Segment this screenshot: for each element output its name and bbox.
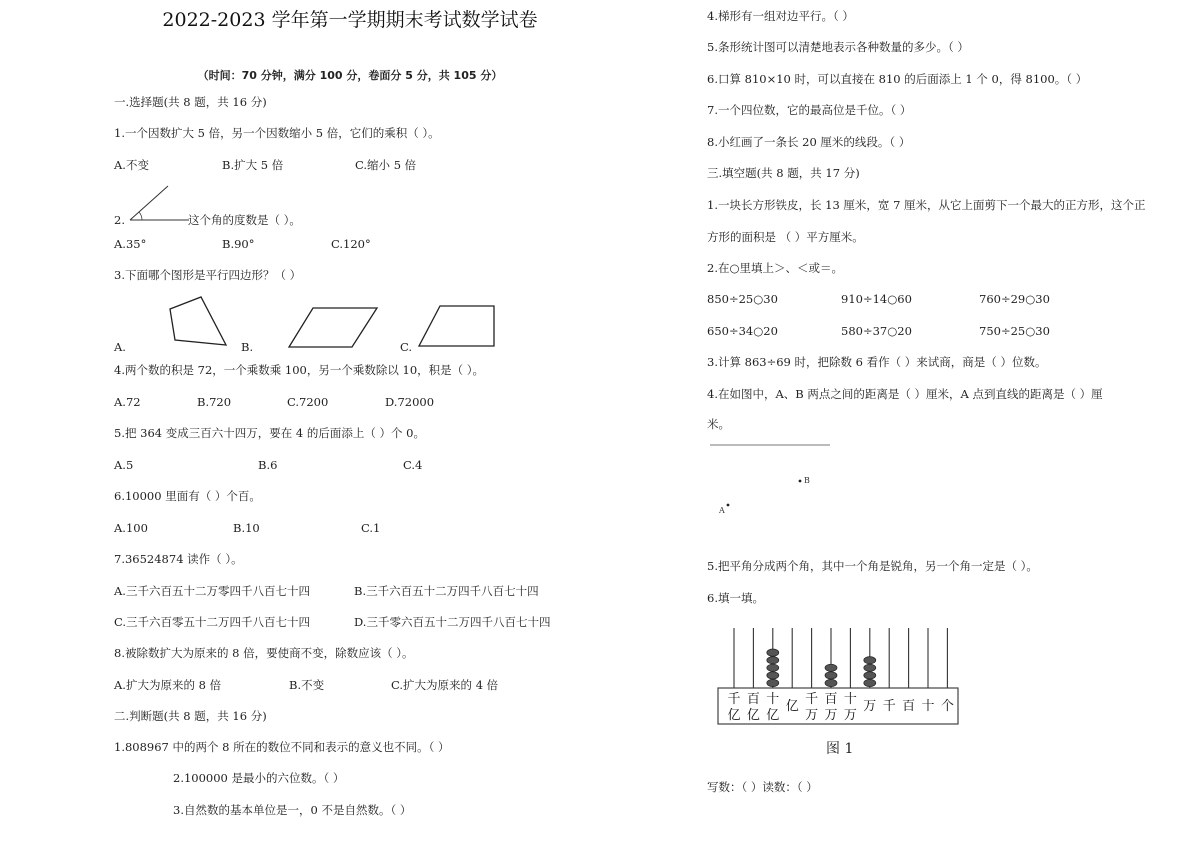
place-label: 百 — [902, 699, 916, 714]
distance-figure — [708, 438, 838, 523]
judge-q7: 7.一个四位数，它的最高位是千位。（ ） — [707, 103, 912, 117]
q3-stem: 3.下面哪个图形是平行四边形？（ ） — [114, 268, 302, 282]
q2-option-a: A.35° — [114, 237, 147, 251]
q4-option-d: D.72000 — [385, 395, 435, 409]
judge-q8: 8.小红画了一条长 20 厘米的线段。（ ） — [707, 135, 911, 149]
q4-stem: 4.两个数的积是 72，一个乘数乘 100，另一个乘数除以 10，积是（ ）。 — [114, 363, 485, 377]
exam-info: （时间：70 分钟，满分 100 分，卷面分 5 分，共 105 分） — [197, 69, 503, 82]
q5-option-a: A.5 — [114, 458, 134, 472]
place-label: 千 — [805, 692, 819, 707]
write-read-answer: 写数：（ ）读数：（ ） — [707, 780, 818, 794]
angle-figure — [125, 184, 195, 224]
judge-q5: 5.条形统计图可以清楚地表示各种数量的多少。（ ） — [707, 40, 969, 54]
judge-q1: 1.808967 中的两个 8 所在的数位不同和表示的意义也不同。（ ） — [114, 740, 450, 754]
place-label: 万 — [863, 699, 877, 714]
place-label: 十 — [766, 692, 780, 707]
point-b-label: B — [804, 476, 810, 485]
q5-option-c: C.4 — [403, 458, 423, 472]
place-label: 万 — [843, 708, 857, 723]
parallelogram-figure — [288, 305, 380, 350]
abacus-bead — [864, 679, 876, 686]
abacus-bead — [767, 657, 779, 664]
point-a-dot — [727, 504, 730, 507]
abacus-bead — [767, 672, 779, 679]
q7-option-b: B.三千六百五十二万四千八百七十四 — [354, 584, 539, 598]
fill-q1-line1: 1.一块长方形铁皮，长 13 厘米，宽 7 厘米，从它上面剪下一个最大的正方形，这个正 — [707, 198, 1146, 212]
abacus-bead — [825, 679, 837, 686]
section-heading-judge: 二.判断题(共 8 题，共 16 分) — [114, 709, 267, 723]
section-heading-choice: 一.选择题(共 8 题，共 16 分) — [114, 95, 267, 109]
compare-item: 580÷37○20 — [841, 324, 912, 338]
abacus-bead — [767, 649, 779, 656]
place-label: 万 — [805, 708, 819, 723]
q8-option-c: C.扩大为原来的 4 倍 — [391, 678, 499, 692]
q6-stem: 6.10000 里面有（ ）个百。 — [114, 489, 261, 503]
place-label: 个 — [940, 699, 954, 714]
place-label: 千 — [882, 699, 896, 714]
judge-q2: 2.100000 是最小的六位数。（ ） — [173, 771, 345, 785]
q7-option-a: A.三千六百五十二万零四千八百七十四 — [114, 584, 310, 598]
q1-stem: 1.一个因数扩大 5 倍，另一个因数缩小 5 倍，它们的乘积（ ）。 — [114, 126, 440, 140]
fill-q4-line1: 4.在如图中，A、B 两点之间的距离是（ ）厘米，A 点到直线的距离是（ ）厘 — [707, 387, 1103, 401]
trapezoid-figure — [418, 303, 498, 349]
q6-option-c: C.1 — [361, 521, 381, 535]
q6-option-b: B.10 — [233, 521, 260, 535]
place-label: 千 — [727, 692, 741, 707]
judge-q4: 4.梯形有一组对边平行。（ ） — [707, 9, 854, 23]
fill-q2-stem: 2.在○里填上＞、＜或＝。 — [707, 261, 844, 275]
abacus-bead — [825, 664, 837, 671]
q3-option-a: A. — [114, 340, 126, 354]
q2-option-b: B.90° — [222, 237, 255, 251]
abacus-bead — [825, 672, 837, 679]
figure-caption: 图 1 — [826, 741, 854, 757]
place-label: 亿 — [746, 708, 760, 723]
q4-option-b: B.720 — [197, 395, 232, 409]
section-heading-fill: 三.填空题(共 8 题，共 17 分) — [707, 166, 860, 180]
q2-option-c: C.120° — [331, 237, 371, 251]
fill-q5: 5.把平角分成两个角，其中一个角是锐角，另一个角一定是（ ）。 — [707, 559, 1038, 573]
q8-stem: 8.被除数扩大为原来的 8 倍，要使商不变，除数应该（ ）。 — [114, 646, 414, 660]
fill-q3: 3.计算 863÷69 时，把除数 6 看作（ ）来试商，商是（ ）位数。 — [707, 355, 1047, 369]
q6-option-a: A.100 — [114, 521, 148, 535]
q2-number: 2. — [114, 213, 125, 227]
place-label: 亿 — [766, 708, 780, 723]
q4-option-c: C.7200 — [287, 395, 329, 409]
abacus-bead — [864, 664, 876, 671]
fill-q4-line2: 米。 — [707, 417, 730, 431]
compare-item: 650÷34○20 — [707, 324, 778, 338]
abacus-bead — [767, 679, 779, 686]
place-label: 十 — [843, 692, 857, 707]
place-label: 万 — [824, 708, 838, 723]
q5-stem: 5.把 364 变成三百六十四万，要在 4 的后面添上（ ）个 0。 — [114, 426, 425, 440]
compare-item: 760÷29○30 — [979, 292, 1050, 306]
fill-q6-stem: 6.填一填。 — [707, 591, 764, 605]
q8-option-b: B.不变 — [289, 678, 325, 692]
abacus-bead — [864, 657, 876, 664]
point-a-label: A — [719, 506, 725, 515]
q1-option-a: A.不变 — [114, 158, 149, 172]
q3-option-b: B. — [241, 340, 254, 354]
q7-option-d: D.三千零六百五十二万四千八百七十四 — [354, 615, 551, 629]
q2-stem: 这个角的度数是（ ）。 — [188, 213, 301, 227]
point-b-dot — [799, 480, 802, 483]
compare-item: 850÷25○30 — [707, 292, 778, 306]
place-label: 百 — [746, 692, 760, 707]
fill-q1-line2: 方形的面积是 （ ）平方厘米。 — [707, 230, 864, 244]
q7-stem: 7.36524874 读作（ ）。 — [114, 552, 243, 566]
q7-option-c: C.三千六百零五十二万四千八百七十四 — [114, 615, 311, 629]
compare-item: 750÷25○30 — [979, 324, 1050, 338]
place-label: 亿 — [785, 699, 799, 714]
abacus-bead — [767, 664, 779, 671]
q3-option-c: C. — [400, 340, 413, 354]
place-label: 十 — [921, 699, 935, 714]
q4-option-a: A.72 — [114, 395, 141, 409]
compare-item: 910÷14○60 — [841, 292, 912, 306]
place-label: 百 — [824, 692, 838, 707]
quadrilateral-figure — [168, 295, 228, 350]
q5-option-b: B.6 — [258, 458, 278, 472]
q8-option-a: A.扩大为原来的 8 倍 — [114, 678, 222, 692]
judge-q6: 6.口算 810×10 时，可以直接在 810 的后面添上 1 个 0，得 8100。（ ） — [707, 72, 1088, 86]
q1-option-c: C.缩小 5 倍 — [355, 158, 417, 172]
abacus-bead — [864, 672, 876, 679]
judge-q3: 3.自然数的基本单位是一，0 不是自然数。（ ） — [173, 803, 412, 817]
abacus-figure — [716, 624, 966, 732]
q1-option-b: B.扩大 5 倍 — [222, 158, 284, 172]
page-title: 2022-2023 学年第一学期期末考试数学试卷 — [162, 9, 538, 31]
place-label: 亿 — [727, 708, 741, 723]
